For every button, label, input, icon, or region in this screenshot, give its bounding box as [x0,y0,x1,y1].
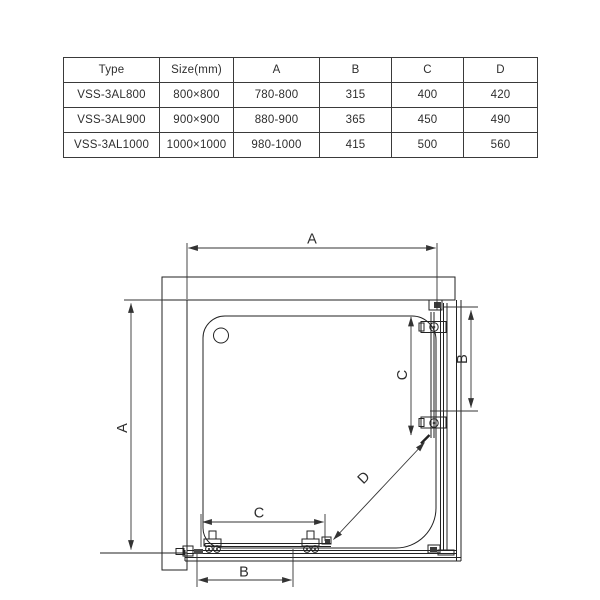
cell-a: 780-800 [234,83,320,108]
top-brick-wall [162,277,455,300]
dimension-c-bottom [201,506,325,548]
dim-label-b-right: B [455,354,471,364]
dim-label-c-right: C [395,369,411,381]
cell-b: 315 [320,83,392,108]
cell-d: 420 [464,83,538,108]
cell-a: 880-900 [234,108,320,133]
col-header-b: B [320,58,392,83]
dim-label-d: D [354,468,374,488]
dimension-d-diagonal [334,443,425,540]
cell-c: 500 [392,133,464,158]
col-header-c: C [392,58,464,83]
col-header-size: Size(mm) [160,58,234,83]
cell-size: 1000×1000 [160,133,234,158]
dimension-width-top [187,232,437,311]
cell-b: 415 [320,133,392,158]
cell-d: 560 [464,133,538,158]
dimension-depth-left [115,300,164,550]
cell-type: VSS-3AL1000 [64,133,160,158]
col-header-a: A [234,58,320,83]
cell-a: 980-1000 [234,133,320,158]
cell-b: 365 [320,108,392,133]
shower-tray [203,316,436,548]
cell-d: 490 [464,108,538,133]
cell-size: 800×800 [160,83,234,108]
dimension-b-right [430,307,478,411]
col-header-d: D [464,58,538,83]
right-door-assembly [419,300,446,550]
dimension-c-right [395,317,411,435]
cell-size: 900×900 [160,108,234,133]
cell-type: VSS-3AL900 [64,108,160,133]
cell-c: 450 [392,108,464,133]
dimension-b-bottom [197,549,293,587]
dim-label-b-bottom: B [239,564,249,581]
bottom-door-assembly [204,531,331,552]
cell-c: 400 [392,83,464,108]
cell-type: VSS-3AL800 [64,83,160,108]
col-header-type: Type [64,58,160,83]
dim-label-c-bottom: C [253,505,265,522]
dim-label-a-top: A [307,231,317,248]
left-brick-wall [162,300,187,570]
drain-circle [214,328,229,343]
dim-label-a-left: A [115,423,131,433]
